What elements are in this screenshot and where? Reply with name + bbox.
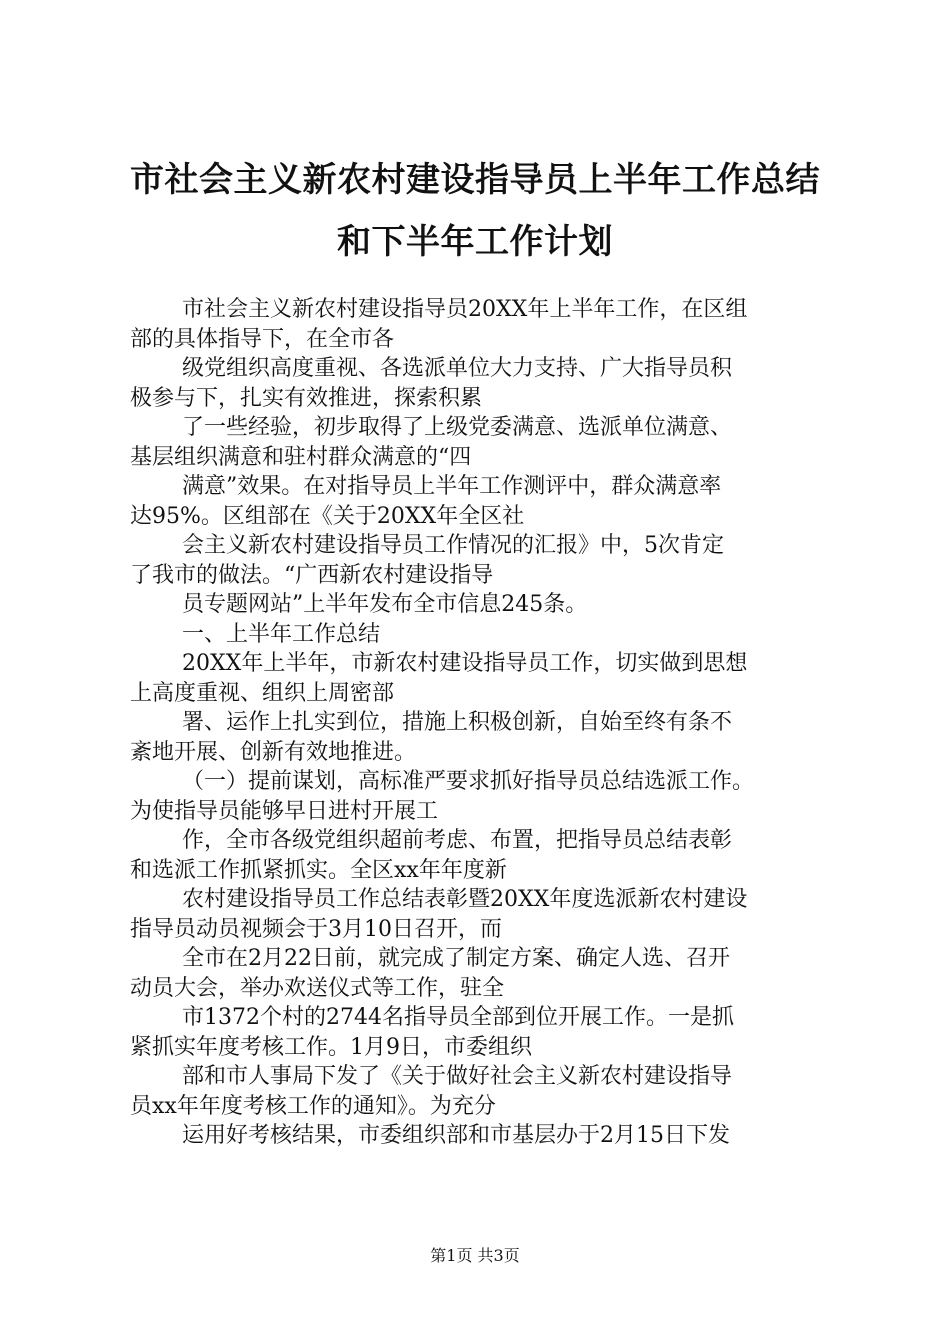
paragraph-line: 为使指导员能够早日进村开展工 xyxy=(130,798,439,824)
paragraph-line: 紊地开展、创新有效地推进。 xyxy=(130,739,417,765)
paragraph-line: 了一些经验，初步取得了上级党委满意、选派单位满意、 xyxy=(182,415,733,440)
paragraph-line: 市社会主义新农村建设指导员20XX年上半年工作，在区组 xyxy=(182,297,748,322)
paragraph-line: 极参与下，扎实有效推进，探索积累 xyxy=(130,385,483,411)
paragraph-line: 全市在2月22日前，就完成了制定方案、确定人选、召开 xyxy=(182,946,730,971)
document-title-line2: 和下半年工作计划 xyxy=(337,222,613,262)
paragraph-line: 达95%。区组部在《关于20XX年全区社 xyxy=(130,503,525,529)
paragraph xyxy=(130,826,850,885)
paragraph xyxy=(130,885,850,944)
paragraph-line: 员专题网站”上半年发布全市信息245条。 xyxy=(182,592,588,617)
paragraph xyxy=(130,944,850,1003)
document-title-line1: 市社会主义新农村建设指导员上半年工作总结 xyxy=(130,160,820,200)
paragraph-line: 满意”效果。在对指导员上半年工作测评中，群众满意率 xyxy=(182,474,722,499)
paragraph xyxy=(130,620,850,650)
paragraph-line: 和选派工作抓紧抓实。全区xx年年度新 xyxy=(130,857,507,883)
paragraph-line: 部的具体指导下，在全市各 xyxy=(130,326,395,352)
paragraph-line: 部和市人事局下发了《关于做好社会主义新农村建设指导 xyxy=(182,1064,733,1089)
paragraph xyxy=(130,590,850,620)
paragraph xyxy=(130,413,850,472)
paragraph xyxy=(130,767,850,826)
document-body xyxy=(130,295,850,1151)
paragraph xyxy=(130,649,850,708)
paragraph-line: 农村建设指导员工作总结表彰暨20XX年度选派新农村建设 xyxy=(182,887,748,912)
paragraph xyxy=(130,1003,850,1062)
paragraph xyxy=(130,1062,850,1121)
paragraph-line: 了我市的做法。“广西新农村建设指导 xyxy=(130,562,494,588)
paragraph xyxy=(130,708,850,767)
page-footer: 第1页 共3页 xyxy=(430,1246,520,1265)
paragraph-line: 作，全市各级党组织超前考虑、布置，把指导员总结表彰 xyxy=(182,828,733,853)
paragraph-line: 运用好考核结果，市委组织部和市基层办于2月15日下发 xyxy=(182,1123,730,1148)
paragraph-line: 指导员动员视频会于3月10日召开，而 xyxy=(130,916,502,942)
paragraph-line: 动员大会，举办欢送仪式等工作，驻全 xyxy=(130,975,505,1001)
paragraph-line: 会主义新农村建设指导员工作情况的汇报》中，5次肯定 xyxy=(182,533,724,558)
paragraph-line: 级党组织高度重视、各选派单位大力支持、广大指导员积 xyxy=(182,356,733,381)
paragraph xyxy=(130,1121,850,1151)
paragraph-line: 员xx年年度考核工作的通知》。为充分 xyxy=(130,1093,496,1119)
paragraph xyxy=(130,295,850,354)
paragraph-line: 紧抓实年度考核工作。1月9日，市委组织 xyxy=(130,1034,532,1060)
paragraph xyxy=(130,472,850,531)
paragraph-line: （一）提前谋划，高标准严要求抓好指导员总结选派工作。 xyxy=(182,769,755,794)
paragraph-line: 署、运作上扎实到位，措施上积极创新，自始至终有条不 xyxy=(182,710,733,735)
paragraph xyxy=(130,531,850,590)
paragraph-line: 市1372个村的2744名指导员全部到位开展工作。一是抓 xyxy=(182,1005,734,1030)
paragraph-line: 20XX年上半年，市新农村建设指导员工作，切实做到思想 xyxy=(182,651,748,676)
paragraph-line: 一、上半年工作总结 xyxy=(182,621,381,647)
paragraph-line: 基层组织满意和驻村群众满意的“四 xyxy=(130,444,472,470)
paragraph xyxy=(130,354,850,413)
paragraph-line: 上高度重视、组织上周密部 xyxy=(130,680,395,706)
